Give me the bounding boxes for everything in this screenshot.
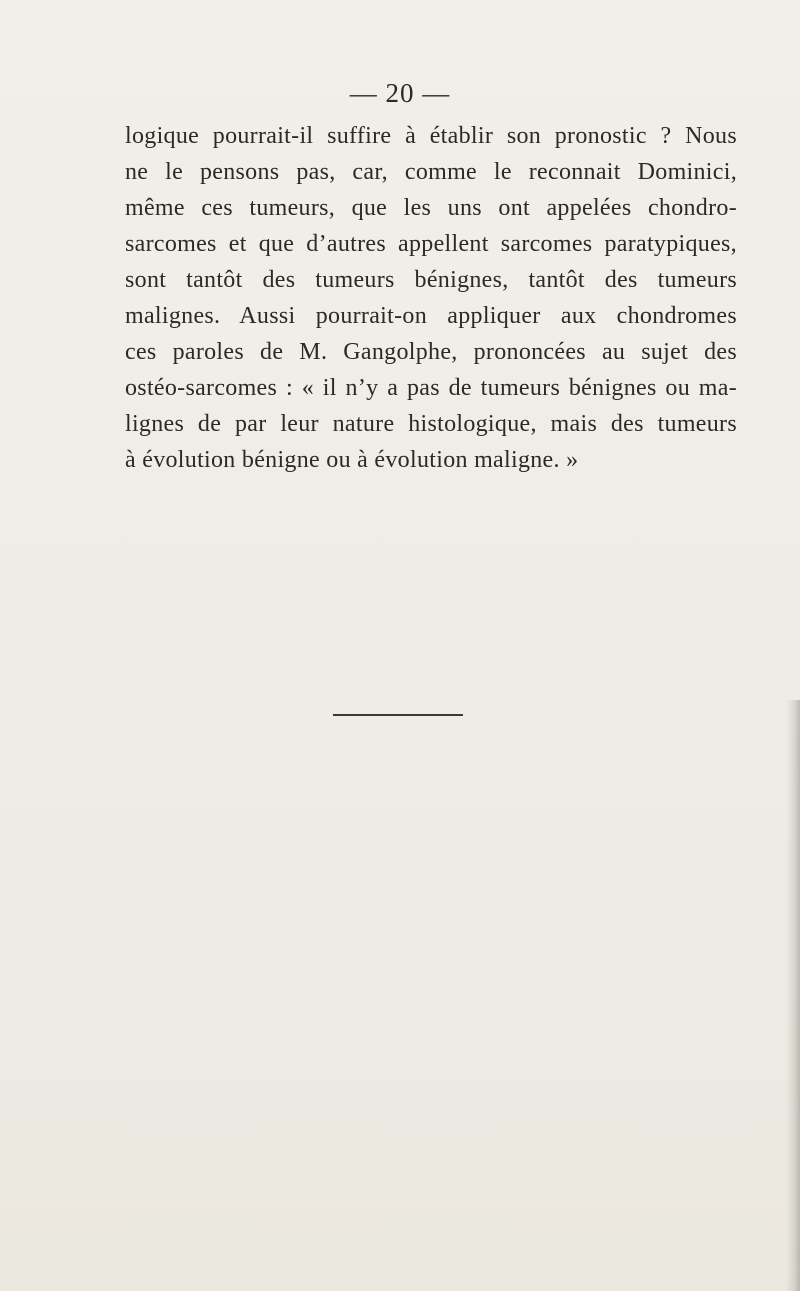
text-line: lignes de par leur nature histologique, mais des tumeurs — [125, 411, 737, 437]
text-line: malignes. Aussi pourrait-on appliquer aux chondromes — [125, 303, 737, 329]
page-number: — 20 — — [349, 78, 451, 108]
page-edge-shadow — [786, 700, 800, 1291]
text-line: sarcomes et que d’autres appellent sarcomes paratypiques, — [125, 231, 737, 257]
text-line: ostéo-sarcomes : « il n’y a pas de tumeurs bénignes ou ma- — [125, 375, 737, 401]
text-line: même ces tumeurs, que les uns ont appelées chondro- — [125, 195, 737, 221]
section-divider-rule — [333, 714, 463, 716]
text-line-last: à évolution bénigne ou à évolution maligne. » — [125, 447, 579, 473]
body-paragraph — [125, 118, 737, 478]
text-line: ces paroles de M. Gangolphe, prononcées au sujet des — [125, 339, 737, 365]
text-line: logique pourrait-il suffire à établir son pronostic ? Nous — [125, 123, 737, 149]
text-line: sont tantôt des tumeurs bénignes, tantôt des tumeurs — [125, 267, 737, 293]
text-line: ne le pensons pas, car, comme le reconnait Dominici, — [125, 159, 737, 185]
